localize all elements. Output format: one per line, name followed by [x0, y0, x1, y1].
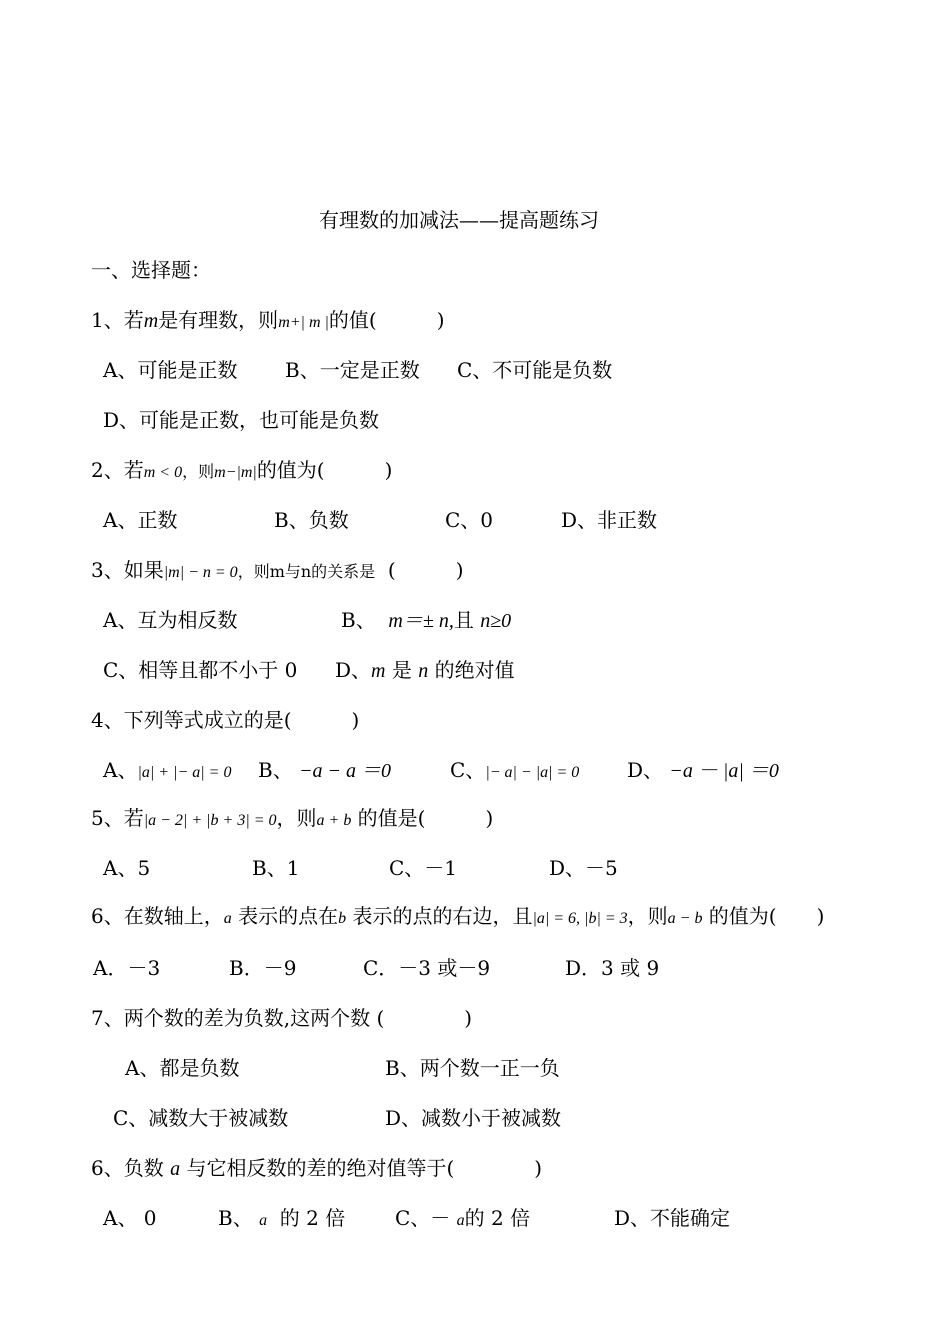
q3-option-a[interactable]: A、互为相反数 [103, 608, 238, 632]
q3-option-d-text-1: 是 [391, 658, 412, 682]
q5-text-3: 的值是( ) [357, 806, 494, 830]
q1-var-m: m [143, 310, 159, 332]
question-8 [91, 1154, 542, 1183]
q6-text-4: ，则 [627, 904, 668, 928]
q6-var-a: a [223, 910, 232, 927]
q5-option-c[interactable]: C、－1 [389, 856, 458, 880]
q4-option-b[interactable] [258, 756, 391, 785]
q8-option-b-label: B、 [218, 1206, 253, 1230]
q4-option-c-expression: |− a| − |a| = 0 [485, 764, 580, 781]
q7-option-c[interactable]: C、减数大于被减数 [113, 1106, 289, 1130]
q7-option-d[interactable]: D、减数小于被减数 [385, 1106, 562, 1130]
q8-text-2: 与它相反数的差的绝对值等于( ) [186, 1156, 543, 1180]
q8-option-b-var: a [259, 1212, 268, 1229]
q6-option-b[interactable]: B．－9 [229, 956, 297, 980]
q5-text-2: ，则 [276, 806, 317, 830]
q6-var-b: b [338, 910, 347, 927]
q3-option-b-label: B、 [341, 608, 376, 632]
q1-text-1: 1、若 [91, 308, 144, 332]
q1-option-a[interactable]: A、可能是正数 [103, 358, 238, 382]
q3-option-b-text: 且 [453, 608, 474, 632]
q2-option-b[interactable]: B、负数 [274, 508, 349, 532]
q2-expression: m−|m| [214, 464, 257, 481]
question-1 [91, 306, 445, 337]
q5-expression-2: a + b [316, 812, 352, 829]
q1-text-2: 是有理数，则 [158, 308, 279, 332]
q2-text-3: 的值为( ) [256, 458, 393, 482]
q5-option-d[interactable]: D、－5 [549, 856, 618, 880]
q3-option-d-label: D、 [335, 658, 372, 682]
q3-text-2: ，则m与n的关系是 [237, 562, 376, 581]
q3-text-3: ( ) [387, 558, 464, 582]
q7-option-a[interactable]: A、都是负数 [125, 1056, 240, 1080]
q4-option-d-label: D、 [627, 758, 664, 782]
page-title: 有理数的加减法——提高题练习 [319, 208, 599, 232]
q6-option-a[interactable]: A．－3 [93, 956, 161, 980]
q8-option-c-text: 的 2 倍 [464, 1206, 531, 1230]
q8-option-b[interactable] [218, 1204, 345, 1235]
q8-option-c-var: a [456, 1212, 465, 1229]
question-5 [91, 804, 493, 835]
q8-option-c[interactable] [395, 1204, 530, 1235]
q8-option-c-label: C、－ [395, 1206, 451, 1230]
q4-option-c-label: C、 [450, 758, 486, 782]
q6-option-c[interactable]: C．－3 或－9 [363, 956, 491, 980]
q1-expression: m+| m | [278, 314, 329, 331]
q4-option-b-label: B、 [258, 758, 293, 782]
q4-option-a[interactable] [103, 756, 231, 787]
q7-option-b[interactable]: B、两个数一正一负 [385, 1056, 560, 1080]
q5-expression: |a − 2| + |b + 3| = 0 [143, 812, 277, 829]
q6-text-3: 表示的点的右边，且 [352, 904, 533, 928]
q5-option-b[interactable]: B、1 [252, 856, 300, 880]
q3-option-b-condition: n≥0 [480, 610, 512, 632]
q8-option-b-text: 的 2 倍 [279, 1206, 346, 1230]
q4-option-d-expression: −a － |a| ＝0 [669, 760, 779, 782]
q4-option-a-label: A、 [103, 758, 138, 782]
question-7: 7、两个数的差为负数,这两个数 ( ) [91, 1006, 473, 1030]
q6-option-d[interactable]: D．3 或 9 [565, 956, 660, 980]
q3-option-d-var-m: m [371, 660, 386, 682]
q2-text-1: 2、若 [91, 458, 144, 482]
q2-option-a[interactable]: A、正数 [103, 508, 178, 532]
q2-condition: m < 0 [143, 464, 183, 481]
q1-option-c[interactable]: C、不可能是负数 [457, 358, 613, 382]
q4-option-b-expression: −a − a ＝0 [299, 760, 392, 782]
q4-option-a-expression: |a| + |− a| = 0 [137, 764, 232, 781]
q2-text-2: ，则 [182, 462, 215, 481]
q6-text-2: 表示的点在 [238, 904, 339, 928]
q3-option-b[interactable] [341, 606, 511, 635]
q6-expression-2: a − b [667, 910, 703, 927]
q2-option-c[interactable]: C、0 [445, 508, 494, 532]
q3-option-d[interactable] [335, 656, 515, 685]
question-2 [91, 456, 392, 487]
q6-expression: |a| = 6, |b| = 3 [532, 910, 628, 927]
q6-text-1: 6、在数轴上， [91, 904, 224, 928]
q3-expression: |m| − n = 0 [163, 564, 238, 581]
q3-option-d-var-n: n [418, 660, 429, 682]
q4-option-d[interactable] [627, 756, 779, 785]
q3-option-c[interactable]: C、相等且都不小于 0 [103, 658, 298, 682]
q6-text-5: 的值为( ) [708, 904, 825, 928]
question-3 [91, 556, 464, 587]
q8-var-a: a [170, 1158, 181, 1180]
q5-option-a[interactable]: A、5 [103, 856, 151, 880]
section-heading: 一、选择题： [91, 258, 211, 282]
q2-option-d[interactable]: D、非正数 [561, 508, 658, 532]
q1-text-3: 的值( ) [328, 308, 445, 332]
q5-text-1: 5、若 [91, 806, 144, 830]
q8-option-a[interactable]: A、 0 [103, 1206, 157, 1230]
q1-option-d[interactable]: D、可能是正数，也可能是负数 [103, 408, 380, 432]
q3-option-d-text-2: 的绝对值 [434, 658, 515, 682]
q8-option-d[interactable]: D、不能确定 [614, 1206, 731, 1230]
q1-option-b[interactable]: B、一定是正数 [285, 358, 420, 382]
q8-text-1: 6、负数 [91, 1156, 164, 1180]
question-4: 4、下列等式成立的是( ) [91, 708, 360, 732]
q3-option-b-expression: m＝± n, [388, 610, 454, 632]
question-6 [91, 902, 824, 933]
q3-text-1: 3、如果 [91, 558, 164, 582]
q4-option-c[interactable] [450, 756, 579, 787]
